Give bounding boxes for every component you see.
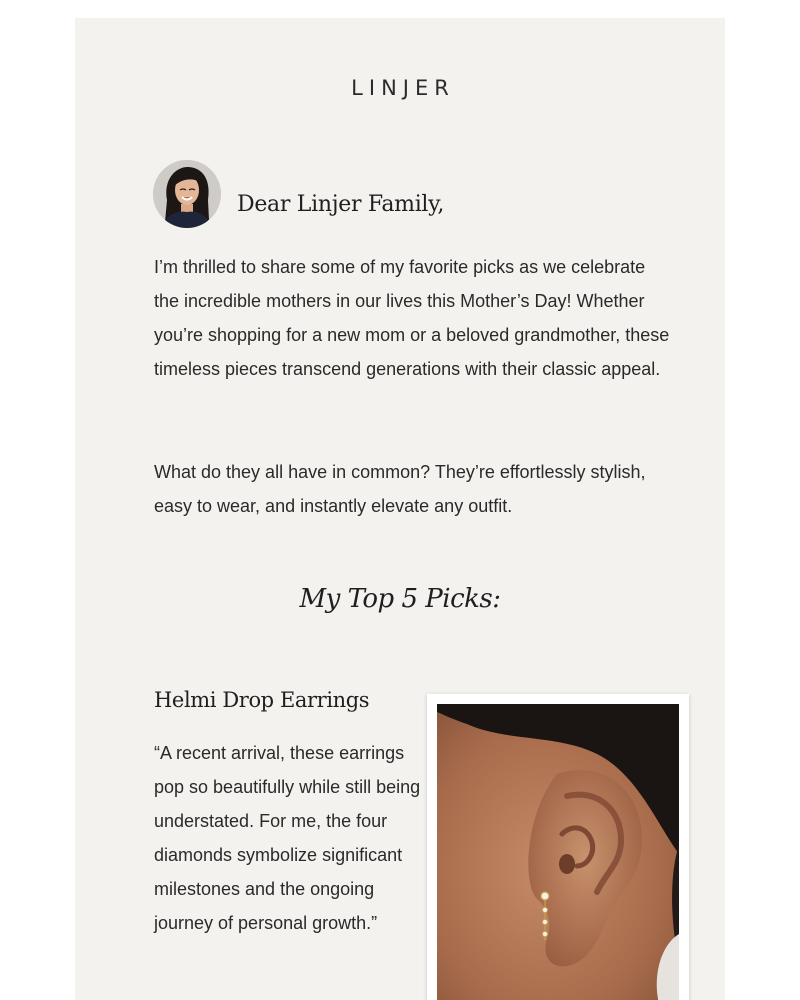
avatar [153,160,221,228]
brand-logo[interactable]: LINJER [351,76,455,100]
earring-photo-icon [437,704,679,1000]
greeting: Dear Linjer Family, [237,192,445,217]
intro-paragraph: I’m thrilled to share some of my favorite picks as we celebrate the incredible mothers in our lives this Mother’s Day! Whether you’re shopping for a new mom or a beloved grandmother, these timeless pieces transcend generations with their classic appeal. [154,257,670,379]
common-paragraph: What do they all have in common? They’re effortlessly stylish, easy to wear, and instantly elevate any outfit. [154,462,646,516]
product-photo[interactable] [437,704,679,1000]
top-picks-heading: My Top 5 Picks: [299,584,501,614]
product-quote: “A recent arrival, these earrings pop so beautifully while still being understated. For me, the four diamonds symbolize significant milestones and the ongoing journey of personal growth.” [154,743,421,933]
product-photo-frame[interactable] [427,694,689,1000]
product-name[interactable]: Helmi Drop Earrings [154,688,370,712]
email-container [75,18,725,1000]
avatar-portrait-icon [153,160,221,228]
